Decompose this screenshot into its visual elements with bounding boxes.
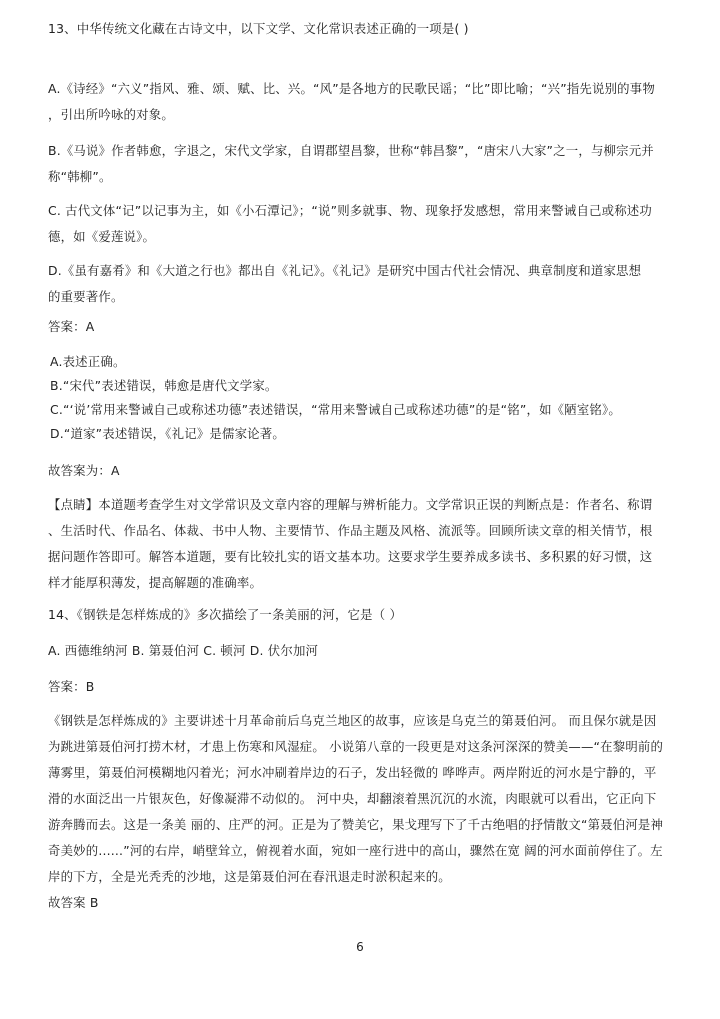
q14-question: 14、《钢铁是怎样炼成的》多次描绘了一条美丽的河，它是（ ） (48, 607, 403, 622)
q13-comment: 【点睛】本道题考查学生对文学常识及文章内容的理解与辨析能力。文学常识正误的判断点是：作者名、称谓 、生活时代、作品名、体裁、书中人物、主要情节、作品主题及风格、流派等。回顾所读文章的相关情节，根 据问题作答即可。解答本道题，要有比较扎实的语文基本功。这要求学生要养成多读书、多积累的好习惯，这 样才能厚积薄发，提高解题的准确率。 (48, 497, 653, 590)
q13-option-b: B.《马说》作者韩愈，字退之，宋代文学家，自谓郡望昌黎，世称“韩昌黎”，“唐宋八大家”之一，与柳宗元并 称“韩柳”。 (48, 143, 654, 184)
q14-answer: 答案：B (48, 679, 95, 694)
q14-final-answer: 故答案 B (48, 895, 99, 910)
q13-final-answer: 故答案为：A (48, 463, 120, 478)
q13-option-a: A.《诗经》“六义”指风、雅、颂、赋、比、兴。“风”是各地方的民歌民谣；“比”即比喻；“兴”指先说别的事物 ，引出所吟咏的对象。 (48, 81, 655, 122)
q13-analysis: A.表述正确。 B.“宋代”表述错误，韩愈是唐代文学家。 C.“‘说’常用来警诫自己或称述功德”表述错误，“常用来警诫自己或称述功德”的是“铭”，如《陋室铭》。 D.“道家”表述错误，《礼记》是儒家论著。 (50, 354, 621, 441)
q13-answer: 答案：A (48, 319, 95, 334)
page-number: 6 (356, 940, 364, 954)
q14-analysis: 《钢铁是怎样炼成的》主要讲述十月革命前后乌克兰地区的故事，应该是乌克兰的第聂伯河。 而且保尔就是因 为跳进第聂伯河打捞木材，才患上伤寒和风湿症。 小说第八章的一段更是对这条河深深的赞美——“在黎明前的 薄雾里，第聂伯河模糊地闪着光；河水冲刷着岸边的石子，发出轻微的 哗哗声。两岸附近的河水是宁静的，平 滑的水面泛出一片银灰色，好像凝滞不动似的。 河中央，却翻滚着黑沉沉的水流，肉眼就可以看出，它正向下 游奔腾而去。这是一条美 丽的、庄严的河。正是为了赞美它，果戈理写下了千古绝唱的抒情散文“第聂伯河是神 奇美妙的......”河的右岸，峭壁耸立，俯视着水面，宛如一座行进中的高山，骤然在宽 阔的河水面前停住了。左 岸的下方，全是光秃秃的沙地，这是第聂伯河在春汛退走时淤积起来的。 (48, 713, 664, 884)
q14-options: A. 西德维纳河 B. 第聂伯河 C. 顿河 D. 伏尔加河 (48, 643, 319, 658)
q13-option-d: D.《虽有嘉肴》和《大道之行也》都出自《礼记》。《礼记》是研究中国古代社会情况、典章制度和道家思想 的重要著作。 (48, 263, 642, 304)
q13-option-c: C. 古代文体“记”以记事为主，如《小石潭记》；“说”则多就事、物、现象抒发感想，常用来警诫自己或称述功 德，如《爱莲说》。 (48, 203, 652, 244)
q13-question: 13、中华传统文化藏在古诗文中，以下文学、文化常识表述正确的一项是( ) (48, 21, 469, 36)
